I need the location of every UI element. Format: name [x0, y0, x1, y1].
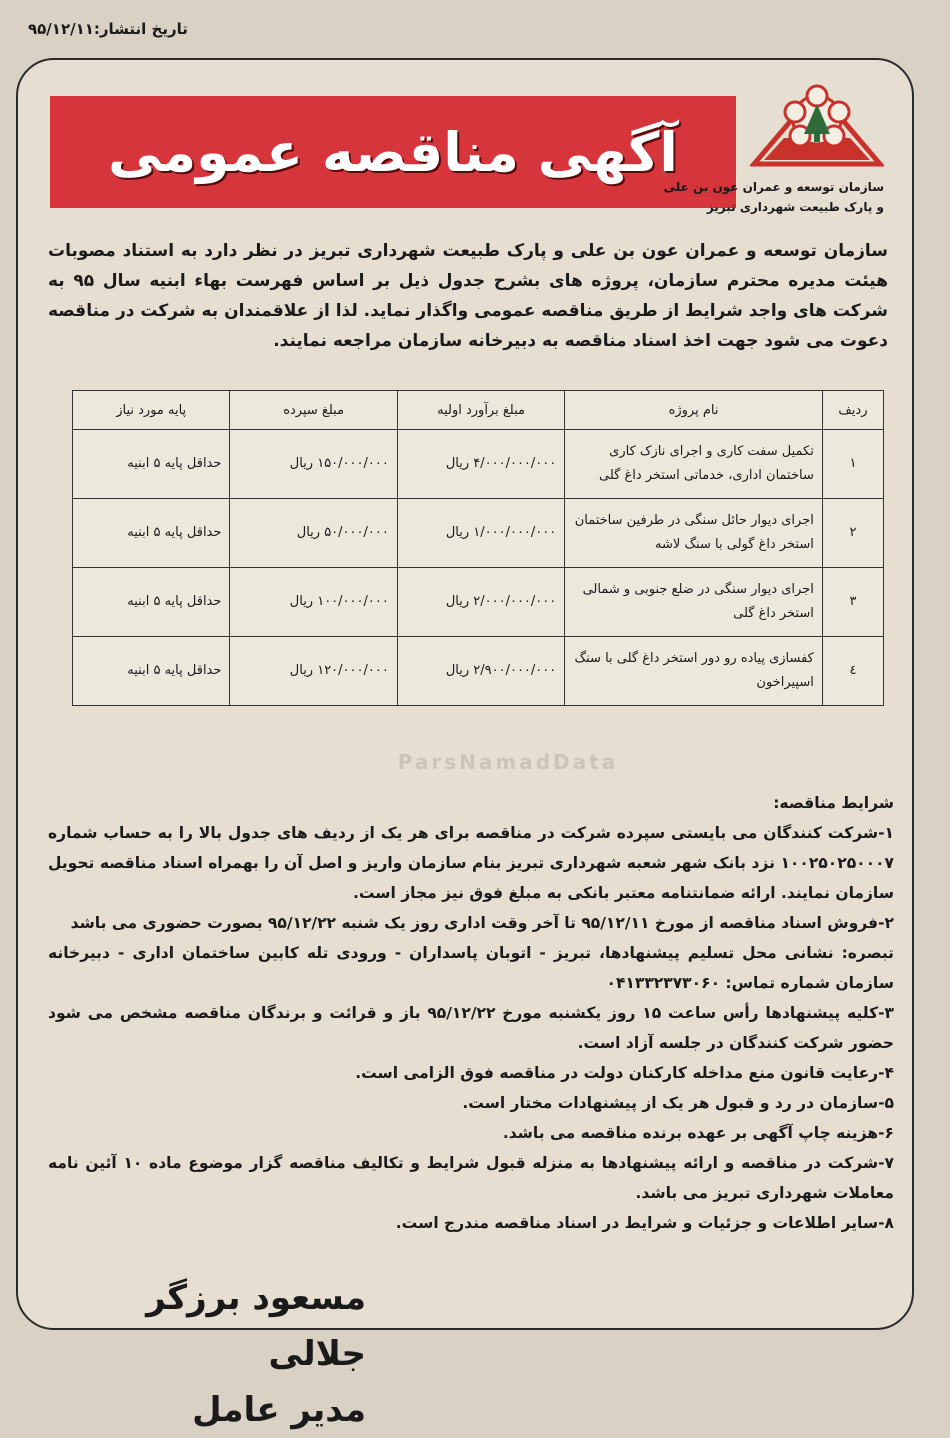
signatory-name: مسعود برزگر جلالی: [146, 1278, 366, 1374]
header-deposit: مبلغ سپرده: [230, 391, 397, 430]
deposit-amount: ۵۰/۰۰۰/۰۰۰ ریال: [230, 499, 397, 568]
required-grade: حداقل پایه ۵ ابنیه: [73, 568, 230, 637]
project-name: اجرای دیوار حائل سنگی در طرفین ساختمان استخر داغ گولی با سنگ لاشه: [565, 499, 823, 568]
project-name: اجرای دیوار سنگی در ضلع جنوبی و شمالی استخر داغ گلی: [565, 568, 823, 637]
org-name-line-2: و پارک طبیعت شهرداری تبریز: [706, 200, 884, 214]
header-project-name: نام پروژه: [565, 391, 823, 430]
table-row: [73, 637, 884, 706]
header-estimate: مبلغ برآورد اولیه: [397, 391, 564, 430]
organization-logo: [663, 72, 892, 232]
estimate-amount: ۱/۰۰۰/۰۰۰/۰۰۰ ریال: [397, 499, 564, 568]
logo-emblem-icon: [750, 72, 884, 170]
condition-item: ۵-سازمان در رد و قبول هر یک از پیشنهادات مختار است.: [462, 1094, 894, 1112]
tender-conditions: [48, 788, 894, 1238]
required-grade: حداقل پایه ۵ ابنیه: [73, 637, 230, 706]
row-number: ۱: [822, 430, 883, 499]
condition-item: ۳-کلیه پیشنهادها رأس ساعت ۱۵ روز یکشنبه مورخ ۹۵/۱۲/۲۲ باز و قرائت و برندگان مناقصه مشخص می شود حضور شرکت کنندگان در جلسه آزاد است.: [48, 1004, 894, 1052]
signature-block: [66, 1270, 366, 1438]
row-number: ۳: [822, 568, 883, 637]
row-number: ۲: [822, 499, 883, 568]
header-required-grade: پایه مورد نیاز: [73, 391, 230, 430]
required-grade: حداقل پایه ۵ ابنیه: [73, 430, 230, 499]
table-row: [73, 430, 884, 499]
publish-date: تاریخ انتشار:۹۵/۱۲/۱۱: [28, 20, 188, 38]
estimate-amount: ۲/۹۰۰/۰۰۰/۰۰۰ ریال: [397, 637, 564, 706]
projects-table: [72, 390, 884, 706]
project-name: کفسازی پیاده رو دور استخر داغ گلی با سنگ اسپیراخون: [565, 637, 823, 706]
header-row-number: ردیف: [822, 391, 883, 430]
table-row: [73, 499, 884, 568]
project-name: تکمیل سفت کاری و اجرای نازک کاری ساختمان اداری، خدماتی استخر داغ گلی: [565, 430, 823, 499]
conditions-heading: شرایط مناقصه:: [773, 794, 894, 812]
condition-item: ۶-هزینه چاپ آگهی بر عهده برنده مناقصه می باشد.: [502, 1124, 894, 1142]
deposit-amount: ۱۰۰/۰۰۰/۰۰۰ ریال: [230, 568, 397, 637]
signatory-title: مدیر عامل: [192, 1390, 366, 1430]
deposit-amount: ۱۲۰/۰۰۰/۰۰۰ ریال: [230, 637, 397, 706]
required-grade: حداقل پایه ۵ ابنیه: [73, 499, 230, 568]
condition-item: ۴-رعایت قانون منع مداخله کارکنان دولت در مناقصه فوق الزامی است.: [355, 1064, 894, 1082]
row-number: ٤: [822, 637, 883, 706]
table-row: [73, 568, 884, 637]
table-header-row: [73, 391, 884, 430]
intro-paragraph: سازمان توسعه و عمران عون بن علی و پارک طبیعت شهرداری تبریز در نظر دارد به استناد مصوبات هیئت مدیره محترم سازمان، پروژه های بشرح جدول ذیل بر اساس فهرست بهاء ابنیه سال ۹۵ به شرکت های واجد شرایط از طریق مناقصه عمومی واگذار نماید. لذا از علاقمندان به شرکت در مناقصه دعوت می شود جهت اخذ اسناد مناقصه به دبیرخانه سازمان مراجعه نمایند.: [48, 241, 888, 351]
condition-note: تبصره: نشانی محل تسلیم پیشنهادها، تبریز - اتوبان پاسداران - ورودی تله کابین ساختمان اداری - دبیرخانه سازمان شماره تماس: ۰۴۱۳۳۲۳۷۳۰۶۰: [48, 944, 894, 992]
watermark: ParsNamadData: [397, 750, 619, 774]
title-banner: [50, 96, 736, 208]
condition-item: ۱-شرکت کنندگان می بایستی سپرده شرکت در مناقصه برای هر یک از ردیف های جدول بالا را به حساب شماره ۱۰۰۲۵۰۲۵۰۰۰۷ نزد بانک شهر شعبه شهرداری تبریز بنام سازمان واریز و اصل آن را بهمراه اسناد مناقصه تحویل سازمان نمایند. ارائه ضمانتنامه معتبر بانکی به مبلغ فوق نیز مجاز است.: [48, 824, 894, 902]
estimate-amount: ۴/۰۰۰/۰۰۰/۰۰۰ ریال: [397, 430, 564, 499]
condition-item: ۷-شرکت در مناقصه و ارائه پیشنهادها به منزله قبول شرایط و تکالیف مناقصه گزار موضوع ماده ۱۰ آئین نامه معاملات شهرداری تبریز می باشد.: [48, 1154, 895, 1202]
notice-title: آگهی مناقصه عمومی: [108, 120, 678, 184]
condition-item: ۸-سایر اطلاعات و جزئیات و شرایط در اسناد مناقصه مندرج است.: [395, 1214, 894, 1232]
estimate-amount: ۲/۰۰۰/۰۰۰/۰۰۰ ریال: [397, 568, 564, 637]
notice-frame: [16, 58, 914, 1430]
org-name-line-1: سازمان توسعه و عمران عون بن علی: [663, 180, 884, 194]
condition-item: ۲-فروش اسناد مناقصه از مورخ ۹۵/۱۲/۱۱ تا آخر وقت اداری روز یک شنبه ۹۵/۱۲/۲۲ بصورت حضوری می باشد: [70, 914, 894, 932]
deposit-amount: ۱۵۰/۰۰۰/۰۰۰ ریال: [230, 430, 397, 499]
